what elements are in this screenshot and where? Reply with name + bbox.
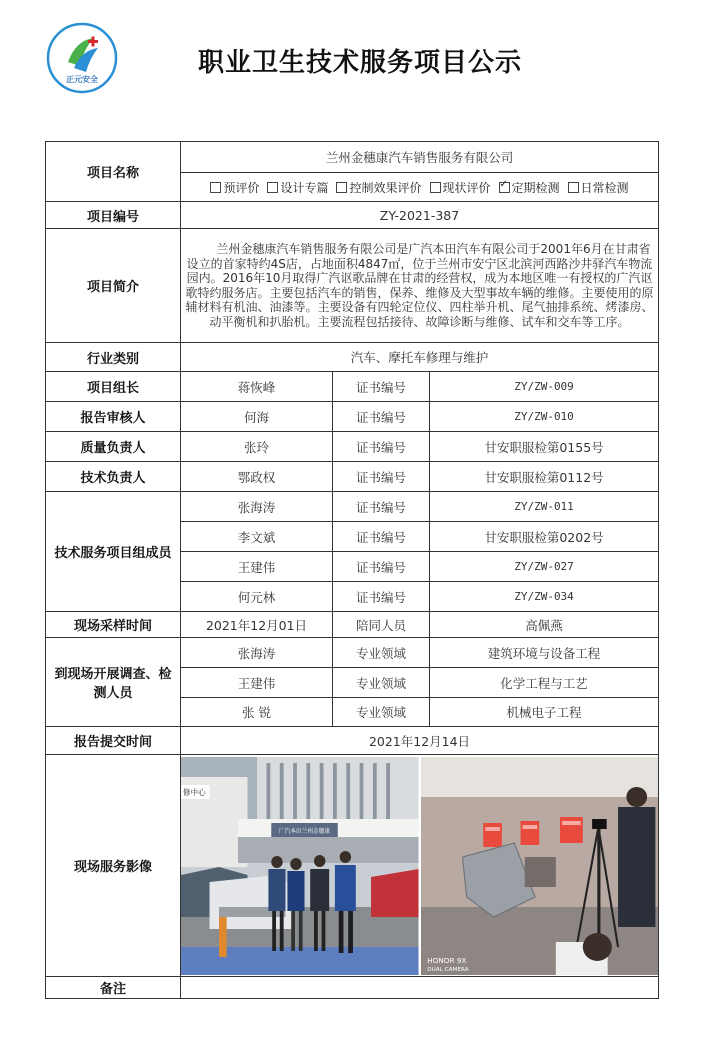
checkbox-icon [336, 182, 347, 193]
label-survey-staff: 到现场开展调查、检测人员 [46, 638, 181, 727]
cert-label: 证书编号 [333, 372, 430, 402]
project-name: 兰州金穗康汽车销售服务有限公司 [181, 142, 659, 173]
photo-paint-booth[interactable] [421, 757, 659, 975]
member-name: 何元林 [181, 582, 333, 612]
survey-field: 机械电子工程 [430, 698, 659, 727]
quality-name: 张玲 [181, 432, 333, 462]
label-remarks: 备注 [46, 977, 181, 999]
service-sign: 修中心 [182, 787, 206, 797]
sampling-date: 2021年12月01日 [181, 612, 333, 638]
reviewer-cert: ZY/ZW-010 [430, 402, 659, 432]
type-periodic-detection[interactable]: ✓ 定期检测 [499, 179, 560, 196]
label-project-name: 项目名称 [46, 142, 181, 202]
label-intro: 项目简介 [46, 229, 181, 343]
report-date: 2021年12月14日 [181, 727, 659, 755]
type-pre-evaluation[interactable]: 预评价 [210, 179, 259, 196]
member-name: 张海涛 [181, 492, 333, 522]
checkbox-icon [210, 182, 221, 193]
member-cert: ZY/ZW-027 [430, 552, 659, 582]
quality-cert: 甘安职服检第0155号 [430, 432, 659, 462]
member-name: 王建伟 [181, 552, 333, 582]
label-tech: 技术负责人 [46, 462, 181, 492]
camera-watermark-line2: DUAL CAMERA [426, 966, 469, 973]
camera-watermark-line1: HONOR 9X [426, 955, 466, 965]
label-photos: 现场服务影像 [46, 755, 181, 977]
cert-label: 证书编号 [333, 402, 430, 432]
survey-name: 张海涛 [181, 638, 333, 668]
member-cert: ZY/ZW-034 [430, 582, 659, 612]
project-number: ZY-2021-387 [181, 202, 659, 229]
survey-name: 王建伟 [181, 668, 333, 698]
type-status-evaluation[interactable]: 现状评价 [430, 179, 491, 196]
label-quality: 质量负责人 [46, 432, 181, 462]
label-leader: 项目组长 [46, 372, 181, 402]
field-label: 专业领域 [333, 668, 430, 698]
member-cert: 甘安职服检第0202号 [430, 522, 659, 552]
checkbox-icon [430, 182, 441, 193]
leader-name: 蒋恢峰 [181, 372, 333, 402]
reviewer-name: 何海 [181, 402, 333, 432]
label-project-no: 项目编号 [46, 202, 181, 229]
type-control-effect[interactable]: 控制效果评价 [336, 179, 421, 196]
tech-name: 鄂政权 [181, 462, 333, 492]
survey-name: 张 锐 [181, 698, 333, 727]
member-name: 李文斌 [181, 522, 333, 552]
field-label: 专业领域 [333, 698, 430, 727]
cert-label: 证书编号 [333, 492, 430, 522]
type-daily-detection[interactable]: 日常检测 [568, 179, 629, 196]
label-industry: 行业类别 [46, 343, 181, 372]
page-title: 职业卫生技术服务项目公示 [197, 48, 522, 78]
type-design-chapter[interactable]: 设计专篇 [267, 179, 328, 196]
industry-category: 汽车、摩托车修理与维护 [181, 343, 659, 372]
cert-label: 证书编号 [333, 432, 430, 462]
project-type-row [181, 173, 659, 202]
label-reviewer: 报告审核人 [46, 402, 181, 432]
field-label: 专业领域 [333, 638, 430, 668]
project-intro: 兰州金穗康汽车销售服务有限公司是广汽本田汽车有限公司于2001年6月在甘肃省设立的首家特约4S店，占地面积4847㎡，位于兰州市安宁区北滨河西路沙井驿汽车物流园内。2016年10月取得广汽讴歌品牌在甘肃的经营权，成为本地区唯一有授权的广汽讴歌特约服务店。主要包括汽车的销售，保养、维修及大型事故车辆的维修。主要使用的原辅材料有机油、油漆等。主要设备有四轮定位仪、四柱举升机、尾气抽排系统、烤漆房、动平衡机和扒胎机。主要流程包括接待、故障诊断与维修、试车和交车等工序。 [181, 229, 659, 343]
label-report-time: 报告提交时间 [46, 727, 181, 755]
label-members: 技术服务项目组成员 [46, 492, 181, 612]
checkbox-checked-icon [499, 182, 510, 193]
label-sampling-time: 现场采样时间 [46, 612, 181, 638]
cert-label: 证书编号 [333, 552, 430, 582]
member-cert: ZY/ZW-011 [430, 492, 659, 522]
survey-field: 化学工程与工艺 [430, 668, 659, 698]
storefront-sign: 广汽本田兰州金穗康 [278, 828, 331, 835]
cert-label: 证书编号 [333, 522, 430, 552]
leader-cert: ZY/ZW-009 [430, 372, 659, 402]
remarks-value [181, 977, 659, 999]
logo-text: 正元安全 [66, 75, 98, 84]
photo-storefront[interactable] [181, 757, 419, 975]
accompany-person: 高佩燕 [430, 612, 659, 638]
tech-cert: 甘安职服检第0112号 [430, 462, 659, 492]
accompany-label: 陪同人员 [333, 612, 430, 638]
cert-label: 证书编号 [333, 462, 430, 492]
publicity-table [45, 141, 659, 999]
photo-cell [181, 755, 659, 977]
cert-label: 证书编号 [333, 582, 430, 612]
survey-field: 建筑环境与设备工程 [430, 638, 659, 668]
checkbox-icon [267, 182, 278, 193]
checkbox-icon [568, 182, 579, 193]
